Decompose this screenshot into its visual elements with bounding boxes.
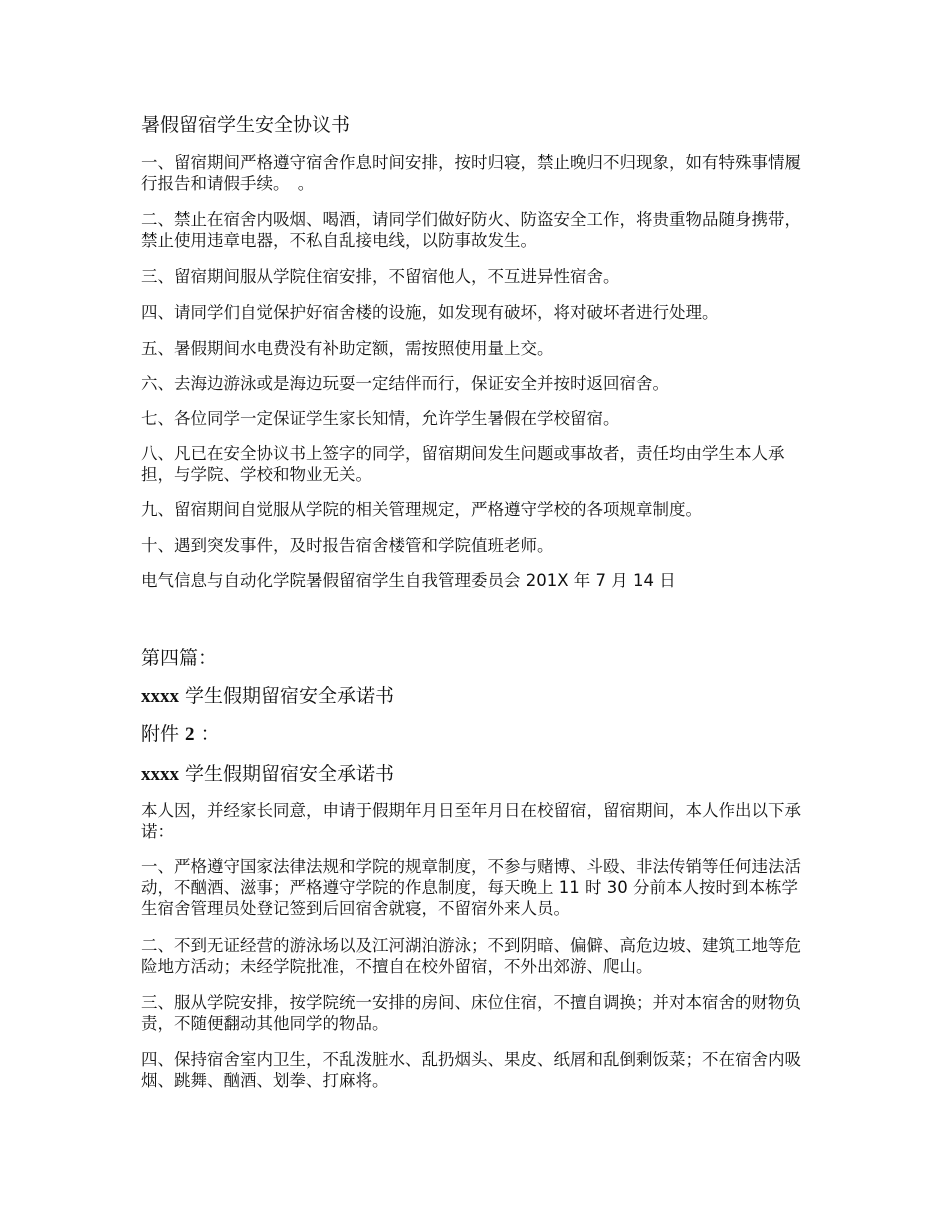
pledge-item-1: 一、严格遵守国家法律法规和学院的规章制度，不参与赌博、斗殴、非法传销等任何违法活动，不酗酒、滋事；严格遵守学院的作息制度，每天晚上 11 时 30 分前本人按时到本栋学生宿舍管理员处登记签到后回宿舍就寝，不留宿外来人员。 — [141, 857, 801, 918]
attachment-suffix: ： — [194, 723, 220, 745]
pledge-item-4: 四、保持宿舍室内卫生，不乱泼脏水、乱扔烟头、果皮、纸屑和乱倒剩饭菜；不在宿舍内吸烟、跳舞、酗酒、划拳、打麻将。 — [141, 1050, 801, 1090]
pledge-subtitle — [141, 684, 813, 709]
subtitle-text: 学生假期留宿安全承诺书 — [179, 685, 395, 707]
pledge-item-3: 三、服从学院安排，按学院统一安排的房间、床位住宿，不擅自调换；并对本宿舍的财物负责，不随便翻动其他同学的物品。 — [141, 993, 801, 1033]
agreement-item-7: 七、各位同学一定保证学生家长知情，允许学生暑假在学校留宿。 — [141, 409, 620, 428]
agreement-item-2: 二、禁止在宿舍内吸烟、喝酒，请同学们做好防火、防盗安全工作，将贵重物品随身携带，禁止使用违章电器，不私自乱接电线，以防事故发生。 — [141, 210, 801, 250]
agreement-item-4: 四、请同学们自觉保护好宿舍楼的设施，如发现有破坏，将对破坏者进行处理。 — [141, 303, 719, 322]
subtitle2-prefix: xxxx — [141, 764, 179, 785]
agreement-item-6: 六、去海边游泳或是海边玩耍一定结伴而行，保证安全并按时返回宿舍。 — [141, 374, 669, 393]
agreement-item-9: 九、留宿期间自觉服从学院的相关管理规定，严格遵守学校的各项规章制度。 — [141, 500, 702, 519]
subtitle2-text: 学生假期留宿安全承诺书 — [179, 763, 395, 785]
agreement-item-1: 一、留宿期间严格遵守宿舍作息时间安排，按时归寝，禁止晚归不归现象，如有特殊事情履行报告和请假手续。 。 — [141, 153, 801, 193]
pledge-item-2: 二、不到无证经营的游泳场以及江河湖泊游泳；不到阴暗、偏僻、高危边坡、建筑工地等危险地方活动；未经学院批准，不擅自在校外留宿，不外出郊游、爬山。 — [141, 936, 801, 976]
attachment-prefix: 附件 — [141, 723, 186, 745]
signature-line: 电气信息与自动化学院暑假留宿学生自我管理委员会 201X 年 7 月 14 日 — [141, 571, 676, 590]
agreement-item-10: 十、遇到突发事件，及时报告宿舍楼管和学院值班老师。 — [141, 536, 554, 555]
agreement-item-3: 三、留宿期间服从学院住宿安排，不留宿他人，不互进异性宿舍。 — [141, 267, 620, 286]
agreement-item-5: 五、暑假期间水电费没有补助定额，需按照使用量上交。 — [141, 339, 554, 358]
pledge-intro: 本人因，并经家长同意，申请于假期年月日至年月日在校留宿，留宿期间，本人作出以下承诺： — [141, 801, 801, 841]
attachment-label — [141, 722, 813, 747]
section-label: 第四篇： — [141, 647, 218, 669]
attachment-number: 2 — [185, 724, 195, 745]
pledge-subtitle-2 — [141, 762, 813, 787]
agreement-item-8: 八、凡已在安全协议书上签字的同学，留宿期间发生问题或事故者，责任均由学生本人承担，与学院、学校和物业无关。 — [141, 444, 785, 484]
subtitle-prefix: xxxx — [141, 686, 179, 707]
agreement-title: 暑假留宿学生安全协议书 — [141, 114, 351, 136]
